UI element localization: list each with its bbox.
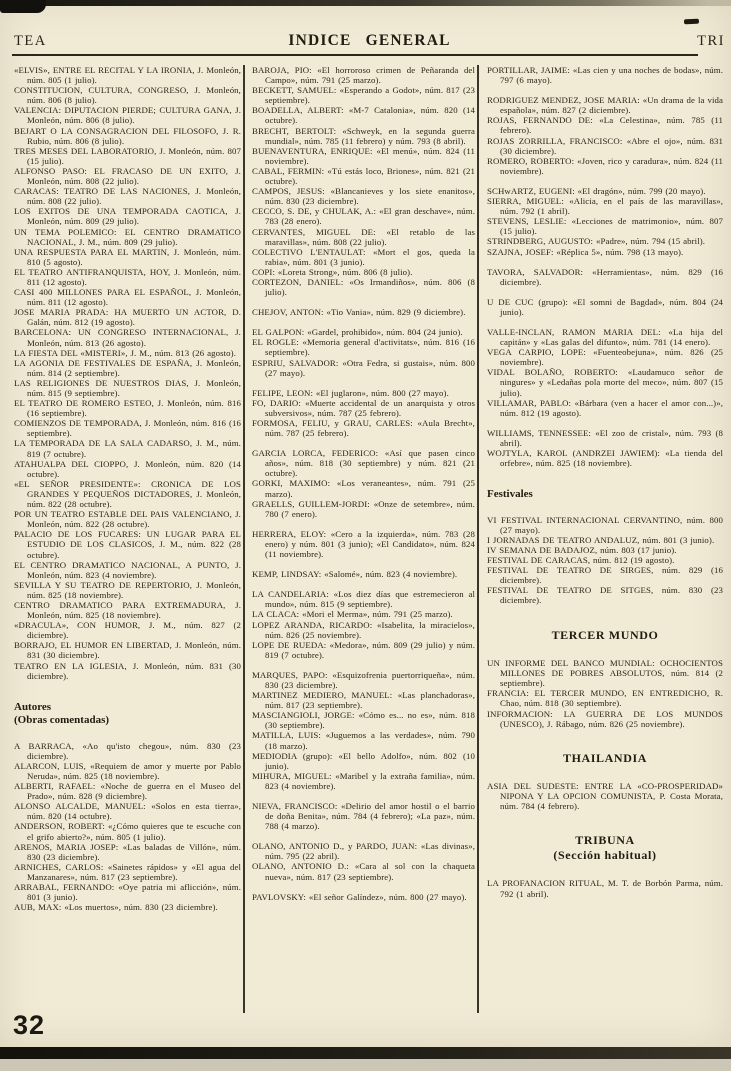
- index-entry: ROMERO, ROBERTO: «Joven, rico y caradura», núm. 824 (11 noviembre).: [487, 155, 723, 176]
- index-entry: MARQUES, PAPO: «Esquizofrenia puertorriqueña», núm. 830 (23 diciembre).: [252, 669, 475, 690]
- index-entry: ATAHUALPA DEL CIOPPO, J. Monleón, núm. 820 (14 octubre).: [14, 458, 241, 479]
- index-entry: MEDIODIA (grupo): «El bello Adolfo», núm. 802 (10 junio).: [252, 750, 475, 771]
- index-entry: STEVENS, LESLIE: «Lecciones de matrimonio», núm. 807 (15 julio).: [487, 216, 723, 237]
- index-entry: COLECTIVO L'ENTAULAT: «Mort el gos, queda la rabia», núm. 801 (3 junio).: [252, 246, 475, 267]
- section-heading: [487, 628, 723, 643]
- index-entry: AUB, MAX: «Los muertos», núm. 830 (23 diciembre).: [14, 902, 218, 913]
- index-entry: CARACAS: TEATRO DE LAS NACIONES, J. Monleón, núm. 808 (22 julio).: [14, 186, 241, 207]
- column-divider: [477, 65, 479, 1013]
- index-entry: «ELVIS», ENTRE EL RECITAL Y LA IRONIA, J. Monleón, núm. 805 (1 julio).: [14, 65, 241, 86]
- index-entry: INFORMACION: LA GUERRA DE LOS MUNDOS (UNESCO), J. Rábago, núm. 826 (25 noviembre).: [487, 708, 723, 729]
- entry-group: [252, 892, 475, 902]
- index-entry: SIERRA, MIGUEL: «Alicia, en el país de las maravillas», núm. 792 (1 abril).: [487, 196, 723, 217]
- entry-group: [487, 515, 723, 606]
- entry-group: [487, 186, 723, 257]
- section-heading-line: THAILANDIA: [562, 750, 647, 765]
- index-entry: EL GALPON: «Gardel, prohibido», núm. 804 (24 junio).: [252, 327, 463, 338]
- index-entry: SCHwARTZ, EUGENI: «El dragón», núm. 799 (20 mayo).: [487, 185, 706, 196]
- header-rule: [12, 54, 698, 56]
- index-entry: CERVANTES, MIGUEL DE: «El retablo de las maravillas», núm. 808 (22 julio).: [252, 226, 475, 247]
- scan-artifact-dash: [684, 19, 699, 25]
- index-entry: ARENOS, MARIA JOSEP: «Las baladas de Villón», núm. 830 (23 diciembre).: [14, 841, 241, 862]
- scan-artifact-corner: [0, 0, 46, 13]
- index-entry: HERRERA, ELOY: «Cero a la izquierda», núm. 783 (28 enero) y núm. 801 (3 junio); «El Candidato», núm. 824 (11 noviembre).: [252, 528, 475, 560]
- index-entry: ALARCON, LUIS, «Requiem de amor y muerte por Pablo Neruda», núm. 825 (18 noviembre).: [14, 760, 241, 781]
- section-heading-line: TERCER MUNDO: [551, 627, 659, 642]
- index-entry: VIDAL BOLAÑO, ROBERTO: «Laudamuco señor de ningures» y «Ledañas pola morte del meco», núm. 807 (15 julio).: [487, 367, 723, 398]
- index-entry: BECKETT, SAMUEL: «Esperando a Godot», núm. 817 (23 septiembre).: [252, 85, 475, 106]
- index-entry: TAVORA, SALVADOR: «Herramientas», núm. 829 (16 diciembre).: [487, 266, 723, 287]
- index-entry: LAS RELIGIONES DE NUESTROS DIAS, J. Monleón, núm. 815 (9 septiembre).: [14, 377, 241, 398]
- index-entry: EL TEATRO DE ROMERO ESTEO, J. Monleón, núm. 816 (16 septiembre).: [14, 398, 241, 419]
- index-entry: ESPRIU, SALVADOR: «Otra Fedra, si gustais», núm. 800 (27 mayo).: [252, 357, 475, 378]
- entry-group: [252, 841, 475, 881]
- section-heading-line: Festivales: [487, 488, 533, 501]
- index-entry: ALBERTI, RAFAEL: «Noche de guerra en el Museo del Prado», núm. 828 (9 diciembre).: [14, 781, 241, 802]
- index-entry: CECCO, S. DE, y CHULAK, A.: «El gran deschave», núm. 783 (28 enero).: [252, 206, 475, 227]
- entry-group: [252, 670, 475, 791]
- index-entry: ALFONSO PASO: EL FRACASO DE UN EXITO, J. Monleón, núm. 808 (22 julio).: [14, 165, 241, 187]
- index-entry: CHEJOV, ANTON: «Tio Vania», núm. 829 (9 diciembre).: [252, 307, 466, 318]
- index-entry: ROJAS ZORRILLA, FRANCISCO: «Abre el ojo», núm. 831 (30 diciembre).: [487, 135, 723, 156]
- section-heading-line: (Obras comentadas): [14, 714, 110, 727]
- index-entry: CASI 400 MILLONES PARA EL ESPAÑOL, J. Monleón, núm. 811 (12 agosto).: [14, 287, 241, 308]
- entry-group: [252, 327, 475, 377]
- entry-group: [14, 65, 241, 681]
- section-heading: [487, 751, 723, 766]
- index-entry: UN INFORME DEL BANCO MUNDIAL: OCHOCIENTOS MILLONES DE POBRES ABSOLUTOS, núm. 814 (2 septiembre).: [487, 658, 723, 689]
- section-heading-line: TRIBUNA: [575, 833, 635, 848]
- section-heading: [14, 701, 241, 728]
- page-number: 32: [13, 1010, 46, 1040]
- index-entry: LA FIESTA DEL «MISTERI», J. M., núm. 813 (26 agosto).: [14, 347, 237, 358]
- index-entry: VALLE-INCLAN, RAMON MARIA DEL: «La hija del capitán» y «Las galas del difunto», núm. 781 (14 enero).: [487, 326, 723, 348]
- index-entry: I JORNADAS DE TEATRO ANDALUZ, núm. 801 (3 junio).: [487, 534, 715, 545]
- index-columns: [0, 65, 731, 1015]
- index-entry: IV SEMANA DE BADAJOZ, núm. 803 (17 junio).: [487, 544, 677, 555]
- entry-group: [252, 388, 475, 438]
- index-entry: KEMP, LINDSAY: «Salomé», núm. 823 (4 noviembre).: [252, 569, 458, 580]
- entry-group: [487, 781, 723, 811]
- entry-group: [252, 65, 475, 297]
- index-entry: FESTIVAL DE TEATRO DE SIRGES, núm. 829 (16 diciembre).: [487, 565, 723, 586]
- column-divider: [243, 65, 245, 1013]
- index-entry: LOPEZ ARANDA, RICARDO: «Isabelita, la miracielos», núm. 826 (25 noviembre).: [252, 619, 475, 640]
- index-entry: LOPE DE RUEDA: «Medora», núm. 809 (29 julio) y núm. 819 (7 octubre).: [252, 639, 475, 660]
- index-entry: UNA RESPUESTA PARA EL MARTIN, J. Monleón, núm. 810 (5 agosto).: [14, 246, 241, 267]
- entry-group: [252, 569, 475, 579]
- index-entry: POR UN TEATRO ESTABLE DEL PAIS VALENCIANO, J. Monleón, núm. 822 (28 octubre).: [14, 509, 241, 530]
- index-entry: FRANCIA: EL TERCER MUNDO, EN ENTREDICHO, R. Chao, núm. 818 (30 septiembre).: [487, 688, 723, 709]
- index-entry: BRECHT, BERTOLT: «Schweyk, en la segunda guerra mundial», núm. 785 (11 febrero) y núm. 793 (8 abril).: [252, 125, 475, 146]
- index-entry: NIEVA, FRANCISCO: «Delirio del amor hostil o el barrio de doña Benita», núm. 784 (4 febrero); «La paz», núm. 788 (4 marzo).: [252, 801, 475, 832]
- index-entry: PALACIO DE LOS FUCARES: UN LUGAR PARA EL ESTUDIO DE LOS CLASICOS, J. M., núm. 822 (28 octubre).: [14, 529, 241, 560]
- index-entry: EL ROGLE: «Memoria general d'activitats», núm. 816 (16 septiembre).: [252, 337, 475, 358]
- header-left-word: TEA: [14, 33, 47, 49]
- index-entry: BUENAVENTURA, ENRIQUE: «El menú», núm. 824 (11 noviembre).: [252, 145, 475, 166]
- index-entry: EL CENTRO DRAMATICO NACIONAL, A PUNTO, J. Monleón, núm. 823 (4 noviembre).: [14, 559, 241, 580]
- index-entry: LOS EXITOS DE UNA TEMPORADA CAOTICA, J. Monleón, núm. 809 (29 julio).: [14, 206, 241, 227]
- index-entry: TRES MESES DEL LABORATORIO, J. Monleón, núm. 807 (15 julio).: [14, 145, 241, 166]
- index-entry: VEGA CARPIO, LOPE: «Fuenteobejuna», núm. 826 (25 noviembre).: [487, 347, 723, 368]
- index-entry: UN TEMA POLEMICO: EL CENTRO DRAMATICO NACIONAL, J. M., núm. 809 (29 julio).: [14, 226, 241, 247]
- index-entry: FESTIVAL DE TEATRO DE SITGES, núm. 830 (23 diciembre).: [487, 585, 723, 606]
- index-entry: BAROJA, PIO: «El horroroso crimen de Peñaranda del Campo», núm. 791 (25 marzo).: [252, 65, 475, 86]
- index-entry: WILLIAMS, TENNESSEE: «El zoo de cristal», núm. 793 (8 abril).: [487, 427, 723, 448]
- entry-group: [252, 307, 475, 317]
- index-entry: VALENCIA: DIPUTACION PIERDE; CULTURA GANA, J. Monleón, núm. 806 (8 julio).: [14, 105, 241, 126]
- index-entry: OLANO, ANTONIO D., y PARDO, JUAN: «Las divinas», núm. 795 (22 abril).: [252, 841, 475, 862]
- index-entry: ARRABAL, FERNANDO: «Oye patria mi aflicción», núm. 801 (3 junio).: [14, 882, 241, 903]
- index-entry: ANDERSON, ROBERT: «¿Cómo quieres que te escuche con el grifo abierto?», núm. 805 (1 julio).: [14, 821, 241, 842]
- section-heading: [487, 488, 723, 502]
- index-entry: MATILLA, LUIS: «Juguemos a las verdades», núm. 790 (18 marzo).: [252, 730, 475, 751]
- index-entry: SZAJNA, JOSEF: «Réplica 5», núm. 798 (13 mayo).: [487, 246, 684, 257]
- entry-group: [487, 65, 723, 85]
- index-entry: WOJTYLA, KAROL (ANDRZEI JAWIEM): «La tienda del orfebre», núm. 825 (18 noviembre).: [487, 448, 723, 469]
- index-entry: MARTINEZ MEDIERO, MANUEL: «Las planchadoras», núm. 817 (23 septiembre).: [252, 690, 475, 711]
- entry-group: [487, 95, 723, 176]
- index-entry: ALONSO ALCALDE, MANUEL: «Solos en esta tierra», núm. 820 (14 octubre).: [14, 801, 241, 822]
- section-heading: [487, 833, 723, 862]
- index-entry: LA TEMPORADA DE LA SALA CADARSO, J. M., núm. 819 (7 octubre).: [14, 438, 241, 459]
- entry-group: [487, 428, 723, 468]
- index-entry: VI FESTIVAL INTERNACIONAL CERVANTINO, núm. 800 (27 mayo).: [487, 514, 723, 535]
- index-entry: GARCIA LORCA, FEDERICO: «Así que pasen cinco años», núm. 818 (30 septiembre) y núm. 821 (21 octubre).: [252, 448, 475, 479]
- index-entry: BEJART O LA CONSAGRACION DEL FILOSOFO, J. R. Rubio, núm. 806 (8 julio).: [14, 125, 241, 146]
- index-entry: COPI: «Loreta Strong», núm. 806 (8 julio).: [252, 266, 413, 277]
- scan-edge-bottom: [0, 1047, 731, 1059]
- page-header: [14, 32, 725, 50]
- index-entry: MIHURA, MIGUEL: «Maribel y la extraña familia», núm. 823 (4 noviembre).: [252, 770, 475, 791]
- entry-group: [487, 297, 723, 317]
- index-entry: GORKI, MAXIMO: «Los veraneantes», núm. 791 (25 marzo).: [252, 478, 475, 499]
- index-column-2: [252, 65, 475, 1015]
- entry-group: [252, 529, 475, 559]
- index-entry: LA CLACA: «Mori el Merma», núm. 791 (25 marzo).: [252, 609, 453, 620]
- entry-group: [252, 589, 475, 660]
- index-entry: ROJAS, FERNANDO DE: «La Celestina», núm. 785 (11 febrero).: [487, 115, 723, 136]
- index-entry: MASCIANGIOLI, JORGE: «Cómo es... no es», núm. 818 (30 septiembre).: [252, 710, 475, 731]
- index-entry: «DRACULA», CON HUMOR, J. M., núm. 827 (2 diciembre).: [14, 620, 241, 641]
- index-entry: «EL SEÑOR PRESIDENTE»: CRONICA DE LOS GRANDES Y PEQUEÑOS DICTADORES, J. Monleón, núm. 822 (28 octubre).: [14, 478, 241, 510]
- index-entry: A BARRACA, «Ao qu'isto chegou», núm. 830 (23 diciembre).: [14, 740, 241, 761]
- index-entry: OLANO, ANTONIO D.: «Cara al sol con la chaqueta nueva», núm. 817 (23 septiembre).: [252, 861, 475, 882]
- index-entry: GRAELLS, GUILLEM-JORDI: «Onze de setembre», núm. 780 (7 enero).: [252, 498, 475, 519]
- index-entry: LA AGONIA DE FESTIVALES DE ESPAÑA, J. Monleón, núm. 814 (2 septiembre).: [14, 357, 241, 378]
- index-entry: JOSE MARIA PRADA: HA MUERTO UN ACTOR, D. Galán, núm. 812 (19 agosto).: [14, 307, 241, 328]
- index-column-1: [14, 65, 241, 1015]
- index-entry: EL TEATRO ANTIFRANQUISTA, HOY, J. Monleón, núm. 811 (12 agosto).: [14, 266, 241, 287]
- index-entry: STRINDBERG, AUGUSTO: «Padre», núm. 794 (15 abril).: [487, 236, 706, 247]
- entry-group: [252, 801, 475, 831]
- index-entry: COMIENZOS DE TEMPORADA, J. Monleón, núm. 816 (16 septiembre).: [14, 418, 241, 439]
- header-right-word: TRI: [697, 33, 725, 49]
- index-entry: U DE CUC (grupo): «El somni de Bagdad», núm. 804 (24 junio).: [487, 296, 723, 317]
- index-entry: ASIA DEL SUDESTE: ENTRE LA «CO-PROSPERIDAD» NIPONA Y LA OPCION COMUNISTA, P. Costa Morata, núm. 784 (4 febrero).: [487, 781, 723, 812]
- entry-group: [487, 658, 723, 729]
- section-heading-line: (Sección habitual): [553, 847, 657, 862]
- index-entry: LA PROFANACION RITUAL, M. T. de Borbón Parma, núm. 792 (1 abril).: [487, 878, 723, 899]
- section-heading-line: Autores: [14, 700, 52, 713]
- index-entry: ARNICHES, CARLOS: «Sainetes rápidos» y «El agua del Manzanares», núm. 817 (23 septiembre).: [14, 861, 241, 882]
- index-entry: CORTEZON, DANIEL: «Os Irmandiños», núm. 806 (8 julio).: [252, 276, 475, 298]
- index-entry: FO, DARIO: «Muerte accidental de un anarquista y otros subversivos», núm. 787 (25 febrero).: [252, 397, 475, 418]
- index-entry: BOADELLA, ALBERT: «M-7 Catalonia», núm. 820 (14 octubre).: [252, 105, 475, 126]
- index-entry: FELIPE, LEON: «El juglaron», núm. 800 (27 mayo).: [252, 387, 449, 398]
- index-entry: VILLAMAR, PABLO: «Bárbara (ven a hacer el amor con...)», núm. 812 (19 agosto).: [487, 397, 723, 418]
- entry-group: [14, 741, 241, 913]
- page-title: INDICE GENERAL: [288, 32, 451, 49]
- entry-group: [487, 327, 723, 418]
- index-column-3: [487, 65, 723, 1015]
- index-entry: FORMOSA, FELIU, y GRAU, CARLES: «Aula Brecht», núm. 787 (25 febrero).: [252, 418, 475, 439]
- index-entry: TEATRO EN LA IGLESIA, J. Monleón, núm. 831 (30 diciembre).: [14, 660, 241, 681]
- entry-group: [487, 267, 723, 287]
- index-entry: RODRIGUEZ MENDEZ, JOSE MARIA: «Un drama de la vida española», núm. 827 (2 diciembre).: [487, 95, 723, 116]
- index-entry: CAMPOS, JESUS: «Blancanieves y los siete enanitos», núm. 830 (23 diciembre).: [252, 186, 475, 207]
- index-entry: PAVLOVSKY: «El señor Galíndez», núm. 800 (27 mayo).: [252, 891, 467, 902]
- index-entry: BARCELONA: UN CONGRESO INTERNACIONAL, J. Monleón, núm. 813 (26 agosto).: [14, 327, 241, 348]
- scan-edge-top: [0, 0, 731, 6]
- entry-group: [252, 448, 475, 519]
- index-entry: CONSTITUCION, CULTURA, CONGRESO, J. Monleón, núm. 806 (8 julio).: [14, 85, 241, 106]
- index-entry: BORRAJO, EL HUMOR EN LIBERTAD, J. Monleón, núm. 831 (30 diciembre).: [14, 640, 241, 661]
- entry-group: [487, 878, 723, 898]
- index-entry: PORTILLAR, JAIME: «Las cien y una noches de bodas», núm. 797 (6 mayo).: [487, 65, 723, 86]
- index-entry: CABAL, FERMIN: «Tú estás loco, Briones», núm. 821 (21 octubre).: [252, 165, 475, 187]
- index-entry: SEVILLA Y SU TEATRO DE REPERTORIO, J. Monleón, núm. 825 (18 noviembre).: [14, 579, 241, 600]
- index-entry: CENTRO DRAMATICO PARA EXTREMADURA, J. Monleón, núm. 825 (18 noviembre).: [14, 599, 241, 621]
- index-entry: LA CANDELARIA: «Los diez días que estremecieron al mundo», núm. 815 (9 septiembre).: [252, 589, 475, 610]
- index-entry: FESTIVAL DE CARACAS, núm. 812 (19 agosto).: [487, 555, 675, 566]
